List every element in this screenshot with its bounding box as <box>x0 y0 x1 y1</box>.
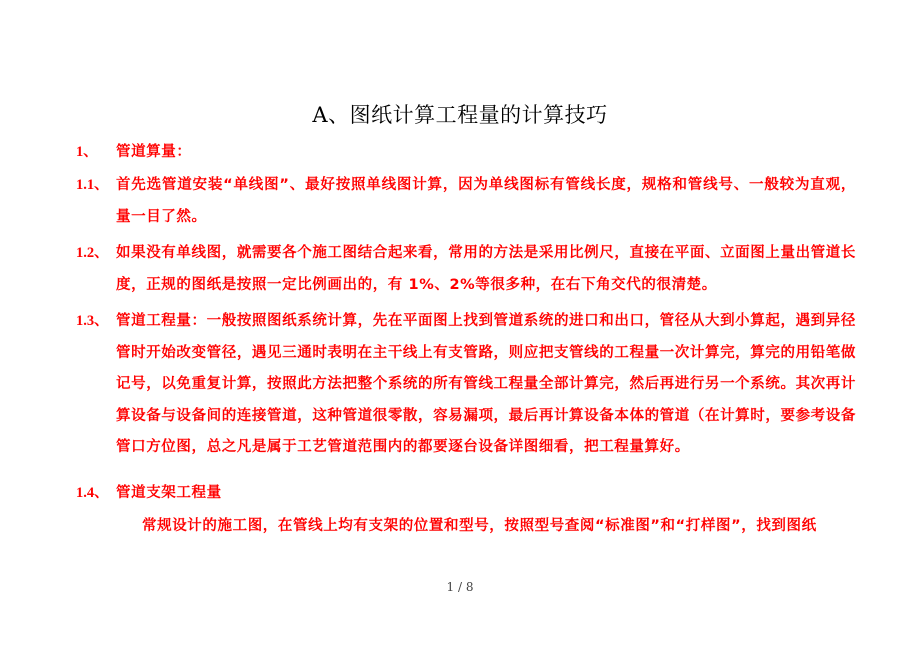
body-paragraph <box>76 511 856 543</box>
section-1-3 <box>76 306 856 464</box>
section-1-4 <box>76 478 856 510</box>
section-text: 管道工程量：一般按照图纸系统计算，先在平面图上找到管道系统的进口和出口，管径从大到小算起，遇到异径管时开始改变管径，遇见三通时表明在主干线上有支管路，则应把支管线的工程量一次计算完，算完的用铅笔做记号，以免重复计算，按照此方法把整个系统的所有管线工程量全部计算完，然后再进行另一个系统。其次再计算设备与设备间的连接管道，这种管道很零散，容易漏项，最后再计算设备本体的管道（在计算时，要参考设备管口方位图，总之凡是属于工艺管道范围内的都要逐台设备详图细看，把工程量算好。 <box>116 313 856 455</box>
body-paragraph-text: 常规设计的施工图，在管线上均有支架的位置和型号，按照型号查阅“标准图”和“打样图”，找到图纸 <box>142 518 817 534</box>
section-text: 如果没有单线图，就需要各个施工图结合起来看，常用的方法是采用比例尺，直接在平面、立面图上量出管道长度，正规的图纸是按照一定比例画出的，有 1%、2%等很多种，在右下角交代的很清楚。 <box>116 245 856 293</box>
section-number: 1.3、 <box>76 313 109 329</box>
page-number: 1 / 8 <box>446 580 474 594</box>
section-text: 管道算量： <box>116 144 192 160</box>
section-1-1 <box>76 170 856 233</box>
document-title: A、图纸计算工程量的计算技巧 <box>312 103 608 127</box>
section-1 <box>76 137 856 169</box>
section-text: 管道支架工程量 <box>116 485 222 501</box>
section-1-2 <box>76 238 856 301</box>
section-number: 1.4、 <box>76 485 109 501</box>
section-text: 首先选管道安装“单线图”、最好按照单线图计算，因为单线图标有管线长度，规格和管线号、一般较为直观，量一目了然。 <box>116 177 856 225</box>
section-number: 1.1、 <box>76 177 109 193</box>
section-number: 1.2、 <box>76 245 109 261</box>
section-number: 1、 <box>76 144 98 160</box>
